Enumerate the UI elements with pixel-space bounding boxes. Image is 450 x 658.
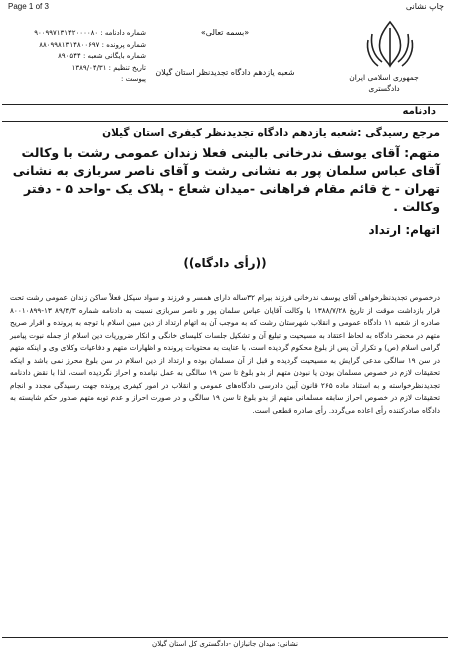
country-name: جمهوری اسلامی ایران [349,73,419,82]
accused-info: متهم: آقای یوسف ندرخانی بالینی فعلا زندان عمومی رشت با وکالت آقای عباس سلمان پور به نشانی رشت و آقای ناصر سربازی به نشانی تهران - خ قائم مقام فراهانی -میدان شعاع - پلاک یک -واحد ۵ - دفتر وکالت . [12,145,440,214]
reference-court: مرجع رسیدگی :شعبه یازدهم دادگاه تجدیدنظر کیفری استان گیلان [102,127,440,139]
ref-line: شماره بایگانی شعبه : ۸۹۰۵۴۴ [58,52,146,60]
document-label: دادنامه [402,106,436,117]
iran-emblem-icon [360,18,420,72]
ref-line: پیوست : [121,75,146,83]
bismillah-text: «بسمه تعالی» [200,28,250,37]
header-divider-bottom [2,121,448,122]
court-name: شعبه یازدهم دادگاه تجدیدنظر استان گیلان [155,68,295,77]
verdict-paragraph: درخصوص تجدیدنظرخواهی آقای یوسف ندرخانی فرزند بیرام ۳۲ساله دارای همسر و فرزند و سواد سیکل فعلاً ساکن زندان عمومی رشت تحت قرار بازداشت موقت از تاریخ ۱۳۸۸/۷/۲۸ با وکالت آقایان عباس سلمان پور و ناصر سربازی نسبت به دادنامه شماره ۸۹/۴/۳ ۱۳-۸۰۰۱۰۸۹۹ صادره از شعبه ۱۱ دادگاه عمومی و انقلاب شهرستان رشت که به موجب آن به اتهام ارتداد از دین مبین اسلام با توجه به پرونده و اقرار صریح متهم در محضر دادگاه به لحاظ اعتقاد به مسیحیت و تبلیغ آن و تشکیل جلسات کلیسای خانگی و انکار ضروریات دین اسلام از جمله نبوت پیامبر گرامی اسلام (ص) و تکرار آن پس از بلوغ محکوم گردیده است، با عنایت به محتویات پرونده و اظهارات متهم و دفاعیات وکلای وی و اینکه متهم در سن ۱۹ سالگی مدعی گرایش به مسیحیت گردیده و قبل از آن مسلمان بوده و ارتداد از دین اسلام در سن بلوغ محرز نمی باشد و اینکه تحقیقات لازم در خصوص مسلمان بودن یا نبودن متهم از بدو بلوغ تا سن ۱۹ سالگی به عمل نیامده و احراز نگردیده است، لذا با نقض دادنامه تجدیدنظرخواسته و به استناد ماده ۲۶۵ قانون آیین دادرسی دادگاه‌های عمومی و انقلاب در امور کیفری پرونده جهت رسیدگی مجدد و انجام تحقیقات لازم در خصوص احراز سابقه مسلمانی متهم از بدو بلوغ تا سن ۱۹ سالگی و در صورت احراز و عدم توبه متهم صدور حکم شایسته به دادگاه صادرکننده رأی اعاده می‌گردد. رأی صادره قطعی است. [10,293,441,415]
print-label: چاپ نشانی [405,2,444,11]
judiciary-name: دادگستری [368,84,400,93]
verdict-heading: ((رأی دادگاه)) [183,256,267,270]
footer-address: نشانی: میدان جانبازان -دادگستری کل استان گیلان [152,640,298,648]
page-indicator: Page 1 of 3 [8,2,49,11]
footer-divider [2,637,448,638]
ref-line: تاریخ تنظیم : ۱۳۸۹/۰۴/۳۱ [71,63,146,72]
reference-numbers [6,28,146,86]
issuer-block [324,72,444,94]
charge-line: اتهام: ارتداد [368,223,440,237]
header-divider [2,104,448,105]
ref-line: شماره دادنامه : ۹۰۰۹۹۷۱۳۱۴۲۰۰۰۰۸۰ [34,29,146,37]
ref-line: شماره پرونده : ۸۸۰۹۹۸۱۳۱۴۸۰۰۶۹۷ [39,40,146,49]
